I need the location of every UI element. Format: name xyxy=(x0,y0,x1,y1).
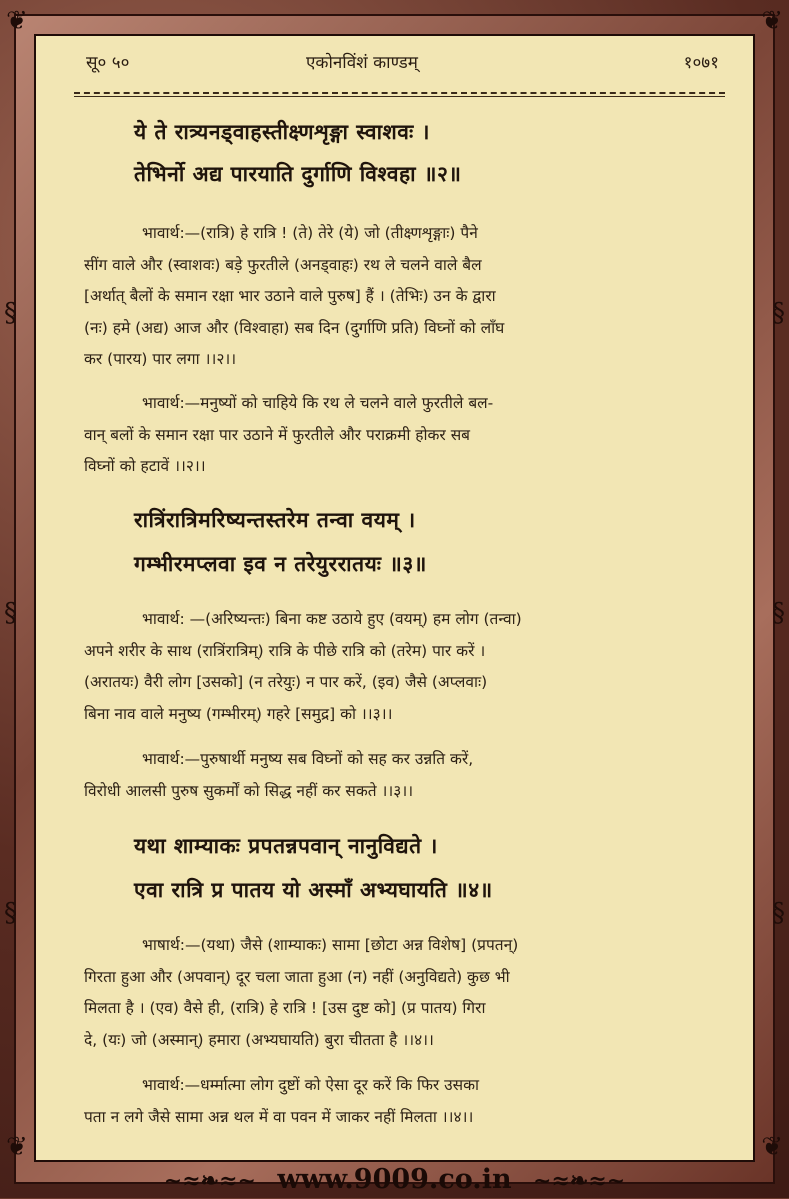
mantra-4-line-2: एवा रात्रि प्र पातय यो अस्माँ अभ्यघायति ॥४॥ xyxy=(134,877,493,902)
purport-3 xyxy=(84,744,714,807)
flourish-icon: ~≈❧≈~ xyxy=(533,1168,626,1194)
kanda-title: एकोनविंशं काण्डम् xyxy=(306,53,418,73)
text-line: (नः) हमे (अद्य) आज और (विश्वाहा) सब दिन (दुर्गाणि प्रति) विघ्नों को लाँघ xyxy=(84,318,505,337)
side-ornament-icon: § xyxy=(772,598,785,628)
side-ornament-icon: § xyxy=(4,298,17,328)
mantra-2-line-2: तेभिर्नो अद्य पारयाति दुर्गाणि विश्वहा ॥२॥ xyxy=(134,161,462,186)
text-line: विरोधी आलसी पुरुष सुकर्मों को सिद्ध नहीं कर सकते ।।३।। xyxy=(84,781,414,800)
text-line: पता न लगे जैसे सामा अन्न थल में वा पवन में जाकर नहीं मिलता ।।४।। xyxy=(84,1107,474,1126)
text-line: मिलता है । (एव) वैसे ही, (रात्रि) हे रात्रि ! [उस दुष्ट को] (प्र पातय) गिरा xyxy=(84,999,486,1017)
purport-2 xyxy=(84,388,714,483)
side-ornament-icon: § xyxy=(4,898,17,928)
page-number: १०७१ xyxy=(683,53,719,73)
header-divider-line xyxy=(74,96,725,97)
text-line: भावार्थ: —(अरिष्यन्तः) बिना कष्ट उठाये हुए (वयम्) हम लोग (तन्वा) xyxy=(142,610,522,628)
text-line: विघ्नों को हटावें ।।२।। xyxy=(84,457,206,475)
text-line: दे, (यः) जो (अस्मान्) हमारा (अभ्यघायति) बुरा चीतता है ।।४।। xyxy=(84,1030,434,1049)
scanned-page xyxy=(34,34,755,1162)
text-line: भावार्थ:—(रात्रि) हे रात्रि ! (ते) तेरे (ये) जो (तीक्ष्णशृङ्गाः) पैने xyxy=(142,224,478,242)
text-line: वान् बलों के समान रक्षा पार उठाने में फुरतीले और पराक्रमी होकर सब xyxy=(84,425,471,444)
sukta-number: सू० ५० xyxy=(86,53,130,73)
translation-3 xyxy=(84,604,714,730)
text-line: सींग वाले और (स्वाशवः) बड़े फुरतीले (अनड्वाहः) रथ ले चलने वाले बैल xyxy=(84,255,482,274)
purport-4 xyxy=(84,1070,714,1133)
header-divider xyxy=(74,92,725,94)
flourish-icon: ~≈❧≈~ xyxy=(163,1168,256,1194)
side-ornament-icon: § xyxy=(4,598,17,628)
text-line: भाषार्थ:—(यथा) जैसे (शाम्याकः) सामा [छोटा अन्न विशेष] (प्रपतन्) xyxy=(142,936,519,954)
mantra-3-line-2: गम्भीरमप्लवा इव न तरेयुररातयः ॥३॥ xyxy=(134,551,427,576)
text-line: भावार्थ:—धर्म्मात्मा लोग दुष्टों को ऐसा दूर करें कि फिर उसका xyxy=(142,1076,480,1094)
side-ornament-icon: § xyxy=(772,298,785,328)
corner-ornament-icon: ❦ xyxy=(6,6,28,36)
text-line: भावार्थ:—मनुष्यों को चाहिये कि रथ ले चलने वाले फुरतीले बल- xyxy=(142,394,494,412)
text-line: गिरता हुआ और (अपवान्) दूर चला जाता हुआ (न) नहीं (अनुविद्यते) कुछ भी xyxy=(84,967,510,986)
text-line: कर (पारय) पार लगा ।।२।। xyxy=(84,350,237,368)
mantra-3-line-1: रात्रिंरात्रिमरिष्यन्तस्तरेम तन्वा वयम् । xyxy=(134,507,416,532)
text-line: [अर्थात् बैलों के समान रक्षा भार उठाने वाले पुरुष] हैं । (तेभिः) उन के द्वारा xyxy=(84,287,496,305)
text-line: बिना नाव वाले मनुष्य (गम्भीरम्) गहरे [समुद्र] को ।।३।। xyxy=(84,704,393,723)
text-line: भावार्थ:—पुरुषार्थी मनुष्य सब विघ्नों को सह कर उन्नति करें, xyxy=(142,750,474,768)
text-line: अपने शरीर के साथ (रात्रिंरात्रिम्) रात्रि के पीछे रात्रि को (तरेम) पार करें । xyxy=(84,641,486,660)
side-ornament-icon: § xyxy=(772,898,785,928)
corner-ornament-icon: ❦ xyxy=(761,6,783,36)
translation-4 xyxy=(84,930,714,1056)
page-header xyxy=(36,36,753,76)
translation-2 xyxy=(84,218,714,376)
corner-ornament-icon: ❦ xyxy=(761,1132,783,1162)
website-footer xyxy=(0,1162,789,1198)
mantra-2-line-1: ये ते रात्र्यनड्वाहस्तीक्ष्णशृङ्गा स्वाशवः । xyxy=(134,119,430,144)
text-line: (अरातयः) वैरी लोग [उसको] (न तरेयुः) न पार करें, (इव) जैसे (अप्लवाः) xyxy=(84,673,488,691)
website-url[interactable]: www.9009.co.in xyxy=(277,1164,512,1195)
mantra-4-line-1: यथा शाम्याकः प्रपतन्नपवान् नानुविद्यते । xyxy=(134,833,438,858)
corner-ornament-icon: ❦ xyxy=(6,1132,28,1162)
